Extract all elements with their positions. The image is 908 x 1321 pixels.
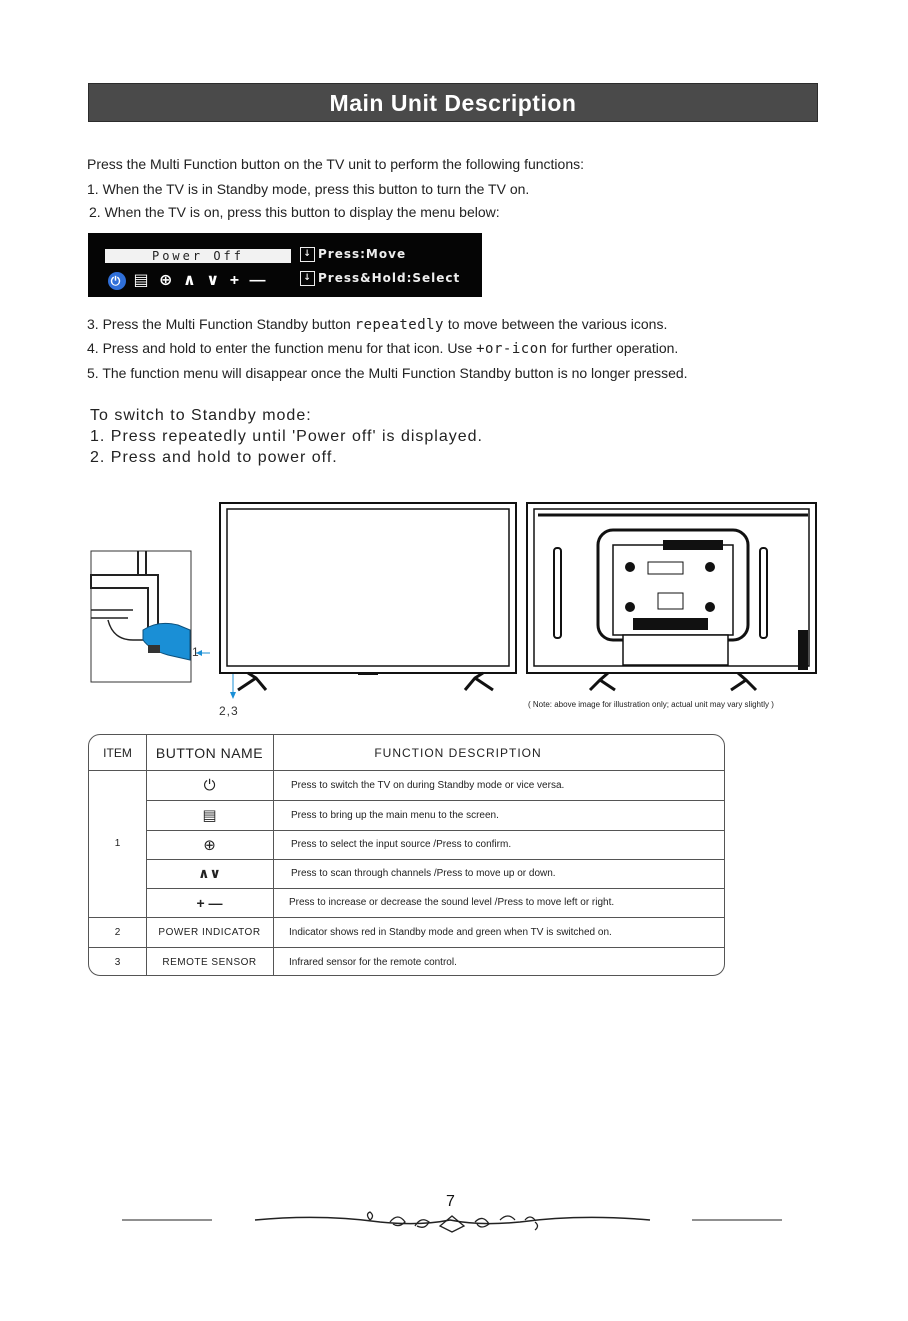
page-title: Main Unit Description xyxy=(88,83,818,122)
press-hold-icon: ↓ xyxy=(300,271,315,286)
row-button-power-indicator: POWER INDICATOR xyxy=(158,926,261,938)
osd-menu-illustration xyxy=(88,233,482,297)
up-down-icon: ∧∨ xyxy=(198,865,221,881)
plus-minus-icon: + — xyxy=(196,894,223,911)
menu-hint-select: ↓ Press&Hold:Select xyxy=(300,271,460,286)
row-function-source: Press to select the input source /Press to confirm. xyxy=(291,839,512,850)
menu-icon-row xyxy=(108,270,269,290)
row-function-power: Press to switch the TV on during Standby mode or vice versa. xyxy=(291,779,565,791)
power-icon: ⏻ xyxy=(203,776,216,794)
intro-line-2: 1. When the TV is in Standby mode, press this button to turn the TV on. xyxy=(87,181,530,197)
footer-ornament xyxy=(120,1208,785,1236)
tv-front-image xyxy=(220,503,516,690)
row-item-1: 1 xyxy=(114,838,121,849)
header-function: FUNCTION DESCRIPTION xyxy=(374,745,542,760)
row-item-3: 3 xyxy=(114,956,121,968)
tv-back-image xyxy=(527,503,816,690)
row-button-remote-sensor: REMOTE SENSOR xyxy=(162,956,257,968)
tv-illustration xyxy=(88,500,820,715)
page-number: 7 xyxy=(446,1193,455,1210)
source-icon: ⊕ xyxy=(203,836,216,854)
callout-2-3: 2,3 xyxy=(219,704,239,718)
callout-1: 1 xyxy=(192,645,199,659)
illustration-note: ( Note: above image for illustration only; actual unit may vary slightly ) xyxy=(528,700,774,709)
row-function-sensor: Infrared sensor for the remote control. xyxy=(289,956,457,968)
standby-line-1: 1. Press repeatedly until 'Power off' is displayed. xyxy=(90,428,483,445)
intro-line-3: 2. When the TV is on, press this button to display the menu below: xyxy=(89,204,500,220)
press-icon: ↓ xyxy=(300,247,315,262)
power-icon: ⏻ xyxy=(108,272,126,290)
row-function-indicator: Indicator shows red in Standby mode and green when TV is switched on. xyxy=(289,926,612,938)
row-function-volume: Press to increase or decrease the sound level /Press to move left or right. xyxy=(289,897,615,908)
row-function-menu: Press to bring up the main menu to the screen. xyxy=(291,809,499,821)
button-table xyxy=(88,734,725,976)
row-item-2: 2 xyxy=(114,926,121,938)
menu-selected-item: Power Off xyxy=(105,249,291,263)
menu-icon: ▤ xyxy=(202,807,217,824)
step-3: 3. Press the Multi Function Standby button repeatedly to move between the various icons. xyxy=(87,316,668,333)
header-item: ITEM xyxy=(103,745,132,760)
standby-line-2: 2. Press and hold to power off. xyxy=(90,449,338,466)
row-function-channel: Press to scan through channels /Press to move up or down. xyxy=(291,868,556,879)
header-button-name: BUTTON NAME xyxy=(155,744,264,761)
menu-hint-move: ↓ Press:Move xyxy=(300,247,406,262)
side-closeup-image xyxy=(91,551,191,682)
step-4: 4. Press and hold to enter the function menu for that icon. Use +or-icon for further operation. xyxy=(87,340,679,357)
standby-heading: To switch to Standby mode: xyxy=(90,407,312,424)
step-5: 5. The function menu will disappear once the Multi Function Standby button is no longer pressed. xyxy=(87,365,688,381)
menu-icons: ▤ ⊕ ∧ ∨ + — xyxy=(133,272,269,289)
intro-line-1: Press the Multi Function button on the TV unit to perform the following functions: xyxy=(87,156,585,172)
